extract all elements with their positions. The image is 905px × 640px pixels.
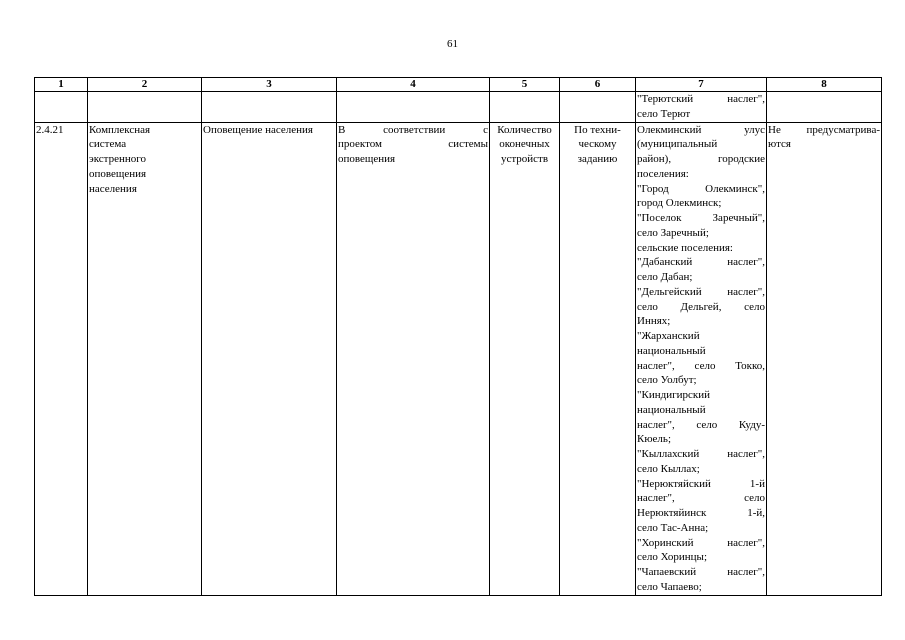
item-zones-cell <box>767 122 882 595</box>
continuation-cell-5 <box>490 92 560 123</box>
item-indicator-line: Количество <box>497 123 552 136</box>
item-location-line: село Хоринцы; <box>637 551 707 564</box>
item-location-line: (муниципальный <box>637 138 718 151</box>
item-number-cell <box>35 122 88 595</box>
item-purpose-cell <box>202 122 337 595</box>
item-location-line: село Дабан; <box>637 271 693 283</box>
item-basis-cell <box>337 122 490 595</box>
header-cell-5: 5 <box>490 78 560 92</box>
item-value-cell <box>560 122 636 595</box>
page-number: 61 <box>447 38 458 50</box>
item-location-line: "Дельгейский наслег", <box>637 285 765 298</box>
item-name-line: система <box>89 138 127 151</box>
item-name-line: оповещения <box>89 167 147 180</box>
continuation-location-cell <box>636 92 767 123</box>
item-number: 2.4.21 <box>36 123 64 136</box>
item-basis-line: проектом системы <box>338 138 488 151</box>
continuation-location-line: село Терют <box>637 107 691 120</box>
item-location-line: Олекминский улус <box>637 123 765 136</box>
continuation-cell-1 <box>35 92 88 123</box>
item-location-line: "Город Олекминск", <box>637 182 765 195</box>
item-location-line: "Поселок Заречный", <box>637 212 765 224</box>
item-location-line: сельские поселения: <box>637 241 733 254</box>
item-name-line: Комплексная <box>89 123 151 136</box>
item-location-line: поселения: <box>637 167 689 180</box>
item-name-cell <box>88 122 202 595</box>
header-cell-3: 3 <box>202 78 337 92</box>
item-location-line: "Дабанский наслег", <box>637 256 765 269</box>
item-basis-line: оповещения <box>338 153 396 165</box>
item-location-line: село Кыллах; <box>637 462 700 475</box>
header-cell-1: 1 <box>35 78 88 92</box>
item-location-line: "Жарханский <box>637 330 700 342</box>
header-cell-8: 8 <box>767 78 882 92</box>
item-location-line: село Чапаево; <box>637 580 702 593</box>
item-value-line: По техни- <box>574 123 621 136</box>
item-location-line: село Тас-Анна; <box>637 521 709 534</box>
header-cell-2: 2 <box>88 78 202 92</box>
item-location-line: "Нерюктяйский 1-й <box>637 477 765 490</box>
item-location-line: село Заречный; <box>637 226 709 239</box>
continuation-cell-8 <box>767 92 882 123</box>
table-header-row <box>35 78 882 92</box>
continuation-cell-4 <box>337 92 490 123</box>
item-location-cell <box>636 122 767 595</box>
item-location-line: "Хоринский наслег", <box>637 536 765 549</box>
item-location-line: "Чапаевский наслег", <box>637 566 765 578</box>
item-location-line: село Уолбут; <box>637 374 697 387</box>
item-zones-line: Не предусматрива- <box>768 123 880 136</box>
item-location-line: город Олекминск; <box>637 197 722 210</box>
continuation-location-line: "Терютский наслег", <box>637 93 765 105</box>
header-cell-4: 4 <box>337 78 490 92</box>
item-location-line: Кюель; <box>637 433 671 446</box>
continuation-cell-2 <box>88 92 202 123</box>
item-value-line: заданию <box>577 153 618 165</box>
header-cell-7: 7 <box>636 78 767 92</box>
table-row-2-4-21 <box>35 122 882 595</box>
item-indicator-line: оконечных <box>499 138 550 151</box>
item-location-line: район), городские <box>637 153 765 165</box>
item-indicator-cell <box>490 122 560 595</box>
continuation-cell-3 <box>202 92 337 123</box>
item-indicator-line: устройств <box>500 153 549 165</box>
document-table <box>34 77 882 596</box>
item-location-line: село Дельгей, село <box>637 300 765 313</box>
item-basis-line: В соответствии с <box>338 123 488 136</box>
item-location-line: национальный <box>637 344 706 357</box>
item-location-line: национальный <box>637 403 706 416</box>
item-location-line: Нерюктяйинск 1-й, <box>637 507 765 519</box>
item-purpose: Оповещение населения <box>203 123 313 136</box>
item-name-line: экстренного <box>89 153 147 165</box>
item-location-line: наслег", село Токко, <box>637 359 765 372</box>
item-location-line: наслег", село <box>637 492 765 505</box>
item-location-line: "Кыллахский наслег", <box>637 448 765 460</box>
continuation-cell-6 <box>560 92 636 123</box>
header-cell-6: 6 <box>560 78 636 92</box>
item-value-line: ческому <box>578 138 617 151</box>
table-row-continuation <box>35 92 882 123</box>
item-location-line: "Киндигирский <box>637 389 710 401</box>
item-zones-line: ются <box>768 138 791 151</box>
item-location-line: наслег", село Куду- <box>637 418 765 431</box>
item-name-line: населения <box>89 182 137 195</box>
item-location-line: Иннях; <box>637 315 671 328</box>
